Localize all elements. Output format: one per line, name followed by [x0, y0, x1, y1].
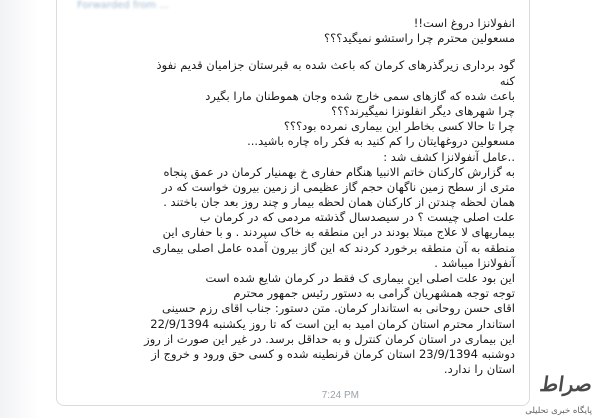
message-line: آنفولانزا میباشد .	[434, 255, 515, 270]
message-line: این بیماری در استان کرمان کنترل و به حداقل برسد. در غیر این صورت از روز	[144, 331, 515, 346]
message-line: متری از سطح زمین ناگهان حجم گاز عظیمی از زمین بیرون خواست که در	[161, 179, 515, 194]
message-line: به گزارش کارکنان خاتم الانبیا هنگام حفاری خ بهمنیار کرمان در عمق پنجاه	[163, 164, 515, 179]
message-line: مسعولین دروغهایتان را کم کنید به فکر راه چاره باشید...	[247, 134, 515, 149]
message-line: علت اصلی چیست ؟ در سیصدسال گذشته مردمی که در کرمان ب	[199, 210, 515, 225]
message-text	[67, 16, 515, 377]
watermark-subtitle: پایگاه خبری تحلیلی	[525, 406, 592, 416]
message-line: چرا شهرهای دیگر انفلونزا نمیگیرند؟؟؟	[331, 103, 515, 118]
forwarded-label[interactable]: Forwarded from ...	[77, 0, 169, 11]
message-line: مسعولین محترم چرا راستشو نمیگید؟؟؟	[324, 31, 515, 46]
message-line: انفولانزا دروغ است!!	[413, 16, 515, 30]
message-line: استان را ندارد.	[443, 362, 515, 377]
message-line: همان لحظه چندتن از کارکنان همان لحظه بیمار و چند روز بعد جان باختند .	[163, 195, 515, 210]
message-line: باعث شده که گازهای سمی خارج شده وجان هموطنان مارا بگیرد	[205, 88, 515, 103]
message-line: گود برداری زیرگذرهای کرمان که باعث شده به قبرستان جزامیان قدیم نفوذ	[156, 58, 515, 73]
message-line: اقای حسن روحانی به استاندار کرمان. متن دستور: جناب اقای رزم حسینی	[162, 301, 515, 316]
message-line: منطقه به آن منطقه برخورد کردند که این گاز بیرون آمده عامل اصلی بیماری	[152, 240, 515, 255]
background-edge	[0, 0, 40, 418]
message-line: کنه	[499, 73, 515, 88]
message-line: این بود علت اصلی این بیماری ک فقط در کرمان شایع شده است	[205, 271, 515, 285]
message-line: چرا تا حالا کسی بخاطر این بیماری نمرده بود؟؟؟	[283, 119, 515, 134]
message-line: بیماریهای لا علاج مبتلا بودند در این منطقه به خاک سپردند . و با حفاری این	[162, 225, 515, 240]
message-bubble[interactable]	[56, 0, 530, 406]
watermark-logo	[476, 372, 594, 416]
message-blank-line	[67, 46, 515, 58]
watermark-logo-text: صراط	[538, 372, 594, 396]
message-line: توجه توجه همشهریان گرامی به دستور رئیس جمهور محترم	[233, 286, 515, 301]
message-line: استاندار محترم استان کرمان امید به این است که تا روز یکشنبه 22/9/1394	[150, 316, 515, 331]
message-line: دوشنبه 23/9/1394 استان کرمان قرنطینه شده و کسی حق ورود و خروج از	[151, 346, 515, 361]
message-time: 7:24 PM	[321, 390, 359, 401]
message-line: ..عامل آنفولانزا کشف شد :	[383, 149, 515, 164]
